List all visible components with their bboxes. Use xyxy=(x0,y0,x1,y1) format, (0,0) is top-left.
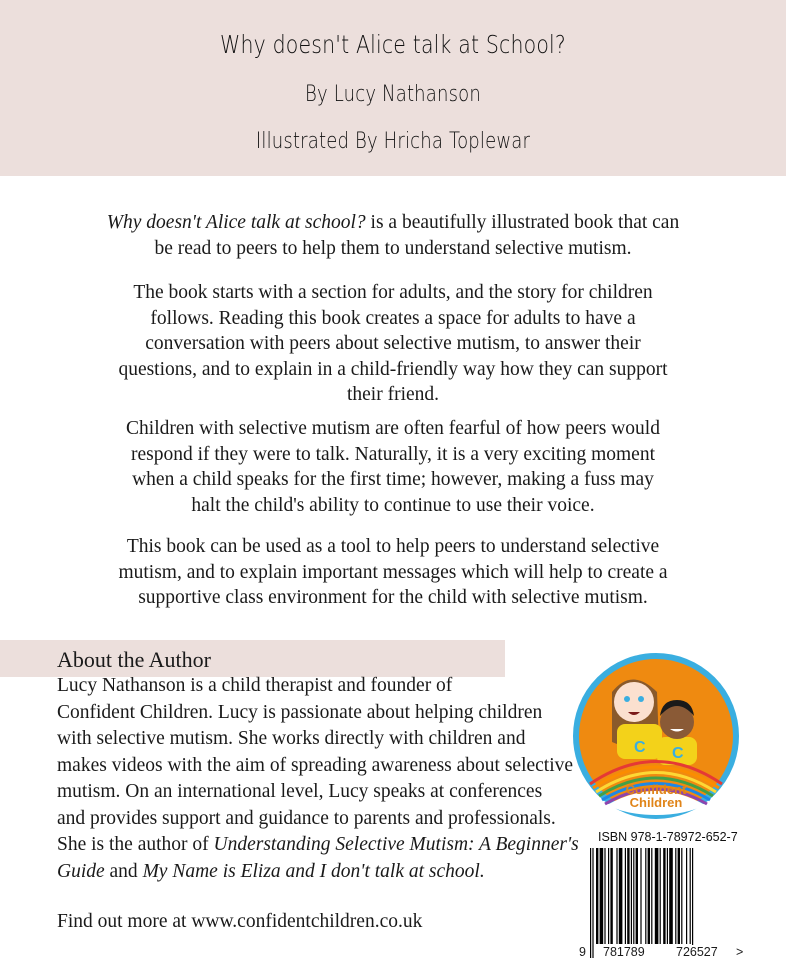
barcode-bar xyxy=(596,848,598,944)
title-italic: Why doesn't Alice talk at school? xyxy=(106,212,366,233)
barcode-bar xyxy=(660,848,661,944)
book-title-italic: Guide xyxy=(57,860,105,882)
logo-text-line2: Children xyxy=(629,795,683,810)
about-line: and xyxy=(104,860,143,882)
barcode-group-1: 781789 xyxy=(603,945,645,959)
about-heading: About the Author xyxy=(57,647,211,672)
blurb-paragraph-2 xyxy=(60,280,726,408)
barcode-bar xyxy=(590,848,591,958)
author-credit: By Lucy Nathanson xyxy=(305,82,481,107)
about-author-text xyxy=(57,673,579,885)
blurb-line: Children with selective mutism are often fearful of how peers would xyxy=(126,418,660,439)
about-line: Lucy Nathanson is a child therapist and founder of xyxy=(57,675,453,696)
blurb-line: conversation with peers about selective mutism, to answer their xyxy=(145,333,641,354)
blurb-paragraph-3 xyxy=(60,416,726,518)
blurb-paragraph-1 xyxy=(60,210,726,261)
website-line: Find out more at www.confidentchildren.co.uk xyxy=(57,911,423,932)
barcode-bar xyxy=(600,848,604,944)
about-line: She is the author of xyxy=(57,834,214,855)
about-line: mutism. On an international level, Lucy speaks at conferences xyxy=(57,781,543,802)
barcode-bar xyxy=(616,848,617,944)
book-title-italic: My Name is Eliza and I don't talk at school. xyxy=(142,860,485,882)
blurb-line: respond if they were to talk. Naturally, it is a very exciting moment xyxy=(130,443,655,465)
barcode-bar xyxy=(631,848,632,944)
barcode-bar xyxy=(667,848,668,944)
barcode-bar xyxy=(675,848,676,944)
barcode-bar xyxy=(640,848,641,944)
book-title-italic: Understanding Selective Mutism: A Beginner's xyxy=(213,834,579,855)
about-line: with selective mutism. She works directly with children and xyxy=(57,728,526,749)
barcode-bar xyxy=(592,848,593,958)
logo-text-line1: Confident xyxy=(625,782,687,797)
barcode-bar xyxy=(604,848,605,944)
about-line: Confident Children. Lucy is passionate about helping children xyxy=(57,701,543,723)
barcode-bar xyxy=(627,848,629,944)
svg-text:C: C xyxy=(634,739,646,756)
blurb-text: is a beautifully illustrated book that can xyxy=(365,212,680,233)
about-line: makes videos with the aim of spreading awareness about selective xyxy=(57,754,574,776)
blurb-line: halt the child's ability to continue to use their voice. xyxy=(191,494,595,516)
blurb-line: questions, and to explain in a child-friendly way how they can support xyxy=(118,358,668,380)
barcode-bar xyxy=(678,848,680,944)
barcode-bar xyxy=(686,848,687,944)
barcode-bar xyxy=(610,848,612,944)
blurb-text: be read to peers to help them to understand selective mutism. xyxy=(154,237,632,259)
barcode-bar xyxy=(669,848,673,944)
barcode-bar xyxy=(692,848,693,958)
svg-text:C: C xyxy=(672,745,684,762)
barcode-bar xyxy=(651,848,652,944)
title-band xyxy=(0,0,786,176)
barcode-bar xyxy=(648,848,650,944)
barcode-bar xyxy=(690,848,691,944)
barcode-bar xyxy=(619,848,623,944)
blurb-line: supportive class environment for the child with selective mutism. xyxy=(138,587,648,608)
blurb-line: mutism, and to explain important messages which will help to create a xyxy=(118,561,668,583)
book-title: Why doesn't Alice talk at School? xyxy=(220,30,566,59)
blurb-line: The book starts with a section for adults, and the story for children xyxy=(133,282,653,303)
confident-children-logo xyxy=(572,652,740,820)
about-line: and provides support and guidance to parents and professionals. xyxy=(57,807,556,829)
barcode-bar xyxy=(636,848,638,944)
barcode-bar xyxy=(655,848,659,944)
blurb-line: This book can be used as a tool to help peers to understand selective xyxy=(126,536,660,557)
barcode-bar xyxy=(663,848,665,944)
isbn-label: ISBN 978-1-78972-652-7 xyxy=(598,830,738,844)
barcode-bar xyxy=(633,848,634,944)
blurb-line: when a child speaks for the first time; however, making a fuss may xyxy=(132,469,654,490)
blurb-line: their friend. xyxy=(346,384,440,405)
barcode-bar xyxy=(608,848,609,944)
barcode-group-2: 726527 xyxy=(676,945,718,959)
barcode-bar xyxy=(625,848,626,944)
illustrator-credit: Illustrated By Hricha Toplewar xyxy=(255,129,531,154)
blurb-paragraph-4 xyxy=(60,534,726,611)
barcode-lead-digit: 9 xyxy=(579,945,586,959)
barcode xyxy=(582,848,742,960)
barcode-end-mark: > xyxy=(736,945,744,959)
blurb-line: follows. Reading this book creates a space for adults to have a xyxy=(150,307,636,329)
barcode-bar xyxy=(681,848,682,944)
barcode-bar xyxy=(645,848,646,944)
